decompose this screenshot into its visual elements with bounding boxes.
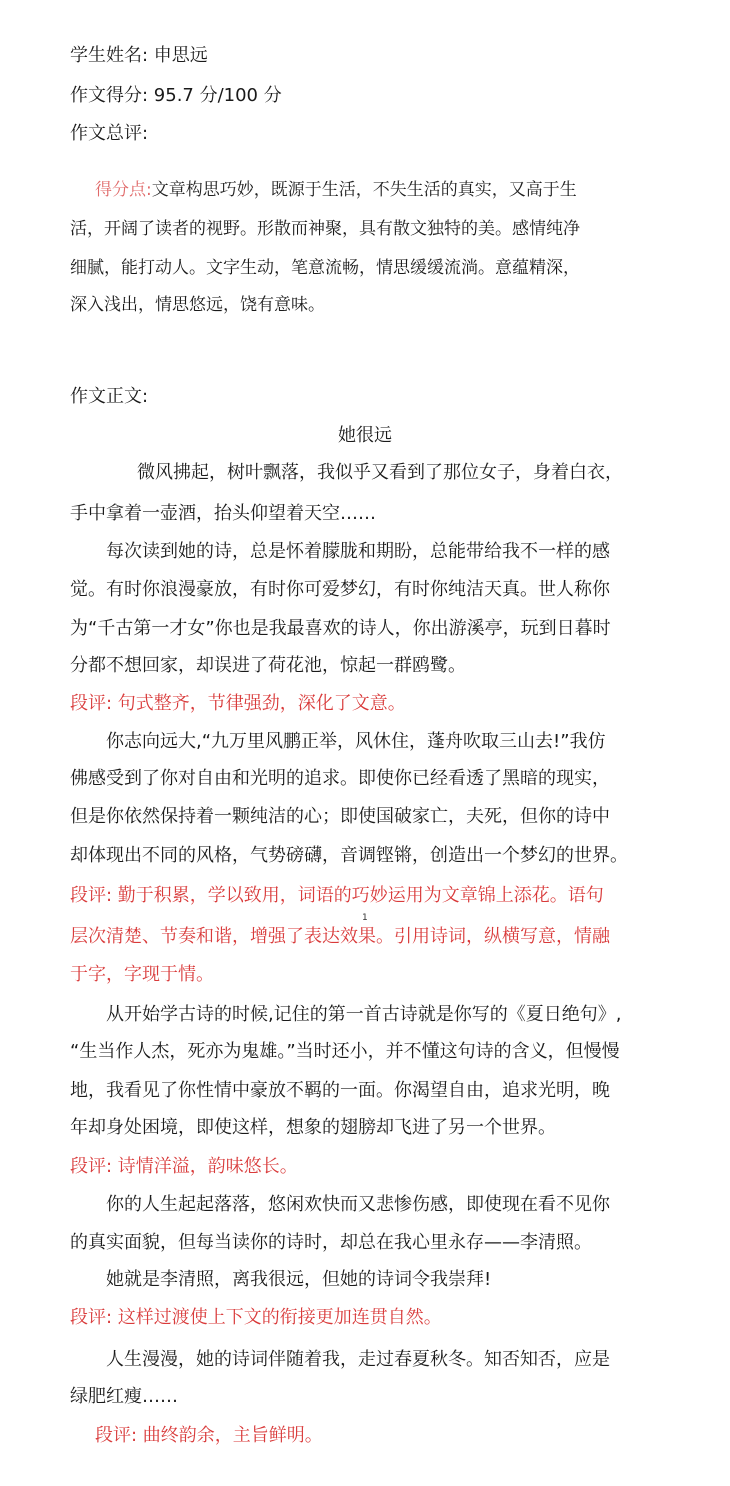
essay-score: 作文得分: 95.7 分/100 分 [70, 85, 282, 106]
essay-paragraph-line: “生当作人杰，死亦为鬼雄。”当时还小，并不懂这句诗的含义，但慢慢 [70, 1041, 620, 1062]
essay-paragraph-line: 从开始学古诗的时候,记住的第一首古诗就是你写的《夏日绝句》, [106, 1004, 622, 1025]
overall-review-line [95, 178, 577, 202]
paragraph-comment: 段评: 勤于积累，学以致用，词语的巧妙运用为文章锦上添花。语句 [70, 885, 604, 906]
essay-paragraph-line: 绿肥红瘦…… [70, 1386, 178, 1407]
essay-paragraph-line: 微风拂起，树叶飘落，我似乎又看到了那位女子，身着白衣， [137, 462, 623, 483]
page-number: 1 [362, 913, 368, 923]
essay-paragraph-line: 手中拿着一壶酒，抬头仰望着天空…… [70, 503, 376, 524]
essay-paragraph-line: 佛感受到了你对自由和光明的追求。即使你已经看透了黑暗的现实， [70, 768, 610, 789]
essay-paragraph-line: 分都不想回家，却误进了荷花池，惊起一群鸥鹭。 [70, 655, 466, 676]
overall-review-line: 细腻，能打动人。文字生动，笔意流畅，情思缓缓流淌。意蕴精深， [70, 258, 580, 278]
overall-review-text: 文章构思巧妙，既源于生活，不失生活的真实，又高于生 [151, 180, 577, 200]
essay-paragraph-line: 觉。有时你浪漫豪放，有时你可爱梦幻，有时你纯洁天真。世人称你 [70, 579, 610, 600]
paragraph-comment: 段评: 这样过渡使上下文的衔接更加连贯自然。 [70, 1307, 442, 1328]
essay-paragraph-line: 你志向远大,“九万里风鹏正举，风休住，蓬舟吹取三山去!”我仿 [106, 731, 606, 752]
essay-paragraph-line: 但是你依然保持着一颗纯洁的心；即使国破家亡，夫死，但你的诗中 [70, 806, 610, 827]
essay-paragraph-line: 的真实面貌，但每当读你的诗时，却总在我心里永存——李清照。 [70, 1232, 592, 1253]
paragraph-comment: 段评: 诗情洋溢，韵味悠长。 [70, 1156, 298, 1177]
overall-review-line: 深入浅出，情思悠远，饶有意味。 [70, 295, 325, 315]
essay-paragraph-line: 你的人生起起落落，悠闲欢快而又悲惨伤感，即使现在看不见你 [106, 1194, 610, 1215]
essay-paragraph-line: 她就是李清照，离我很远，但她的诗词令我崇拜! [106, 1269, 492, 1290]
overall-review-label: 作文总评: [70, 123, 149, 144]
essay-title: 她很远 [338, 425, 392, 446]
essay-paragraph-line: 每次读到她的诗，总是怀着朦胧和期盼，总能带给我不一样的感 [106, 541, 610, 562]
points-label: 得分点: [95, 180, 152, 200]
essay-paragraph-line: 年却身处困境，即使这样，想象的翅膀却飞进了另一个世界。 [70, 1117, 556, 1138]
student-name: 学生姓名: 申思远 [70, 45, 208, 66]
paragraph-comment: 段评: 句式整齐，节律强劲，深化了文意。 [70, 693, 406, 714]
paragraph-comment: 段评: 曲终韵余，主旨鲜明。 [95, 1425, 323, 1446]
overall-review-line: 活，开阔了读者的视野。形散而神聚，具有散文独特的美。感情纯净 [70, 219, 580, 239]
paragraph-comment: 于字，字现于情。 [70, 964, 214, 985]
essay-paragraph-line: 为“千古第一才女”你也是我最喜欢的诗人，你出游溪亭，玩到日暮时 [70, 618, 611, 639]
essay-paragraph-line: 人生漫漫，她的诗词伴随着我，走过春夏秋冬。知否知否，应是 [106, 1349, 610, 1370]
paragraph-comment: 层次清楚、节奏和谐，增强了表达效果。引用诗词，纵横写意，情融 [70, 926, 610, 947]
essay-body-label: 作文正文: [70, 386, 149, 407]
essay-paragraph-line: 地，我看见了你性情中豪放不羁的一面。你渴望自由，追求光明，晚 [70, 1080, 610, 1101]
essay-paragraph-line: 却体现出不同的风格，气势磅礴，音调铿锵，创造出一个梦幻的世界。 [70, 845, 628, 866]
